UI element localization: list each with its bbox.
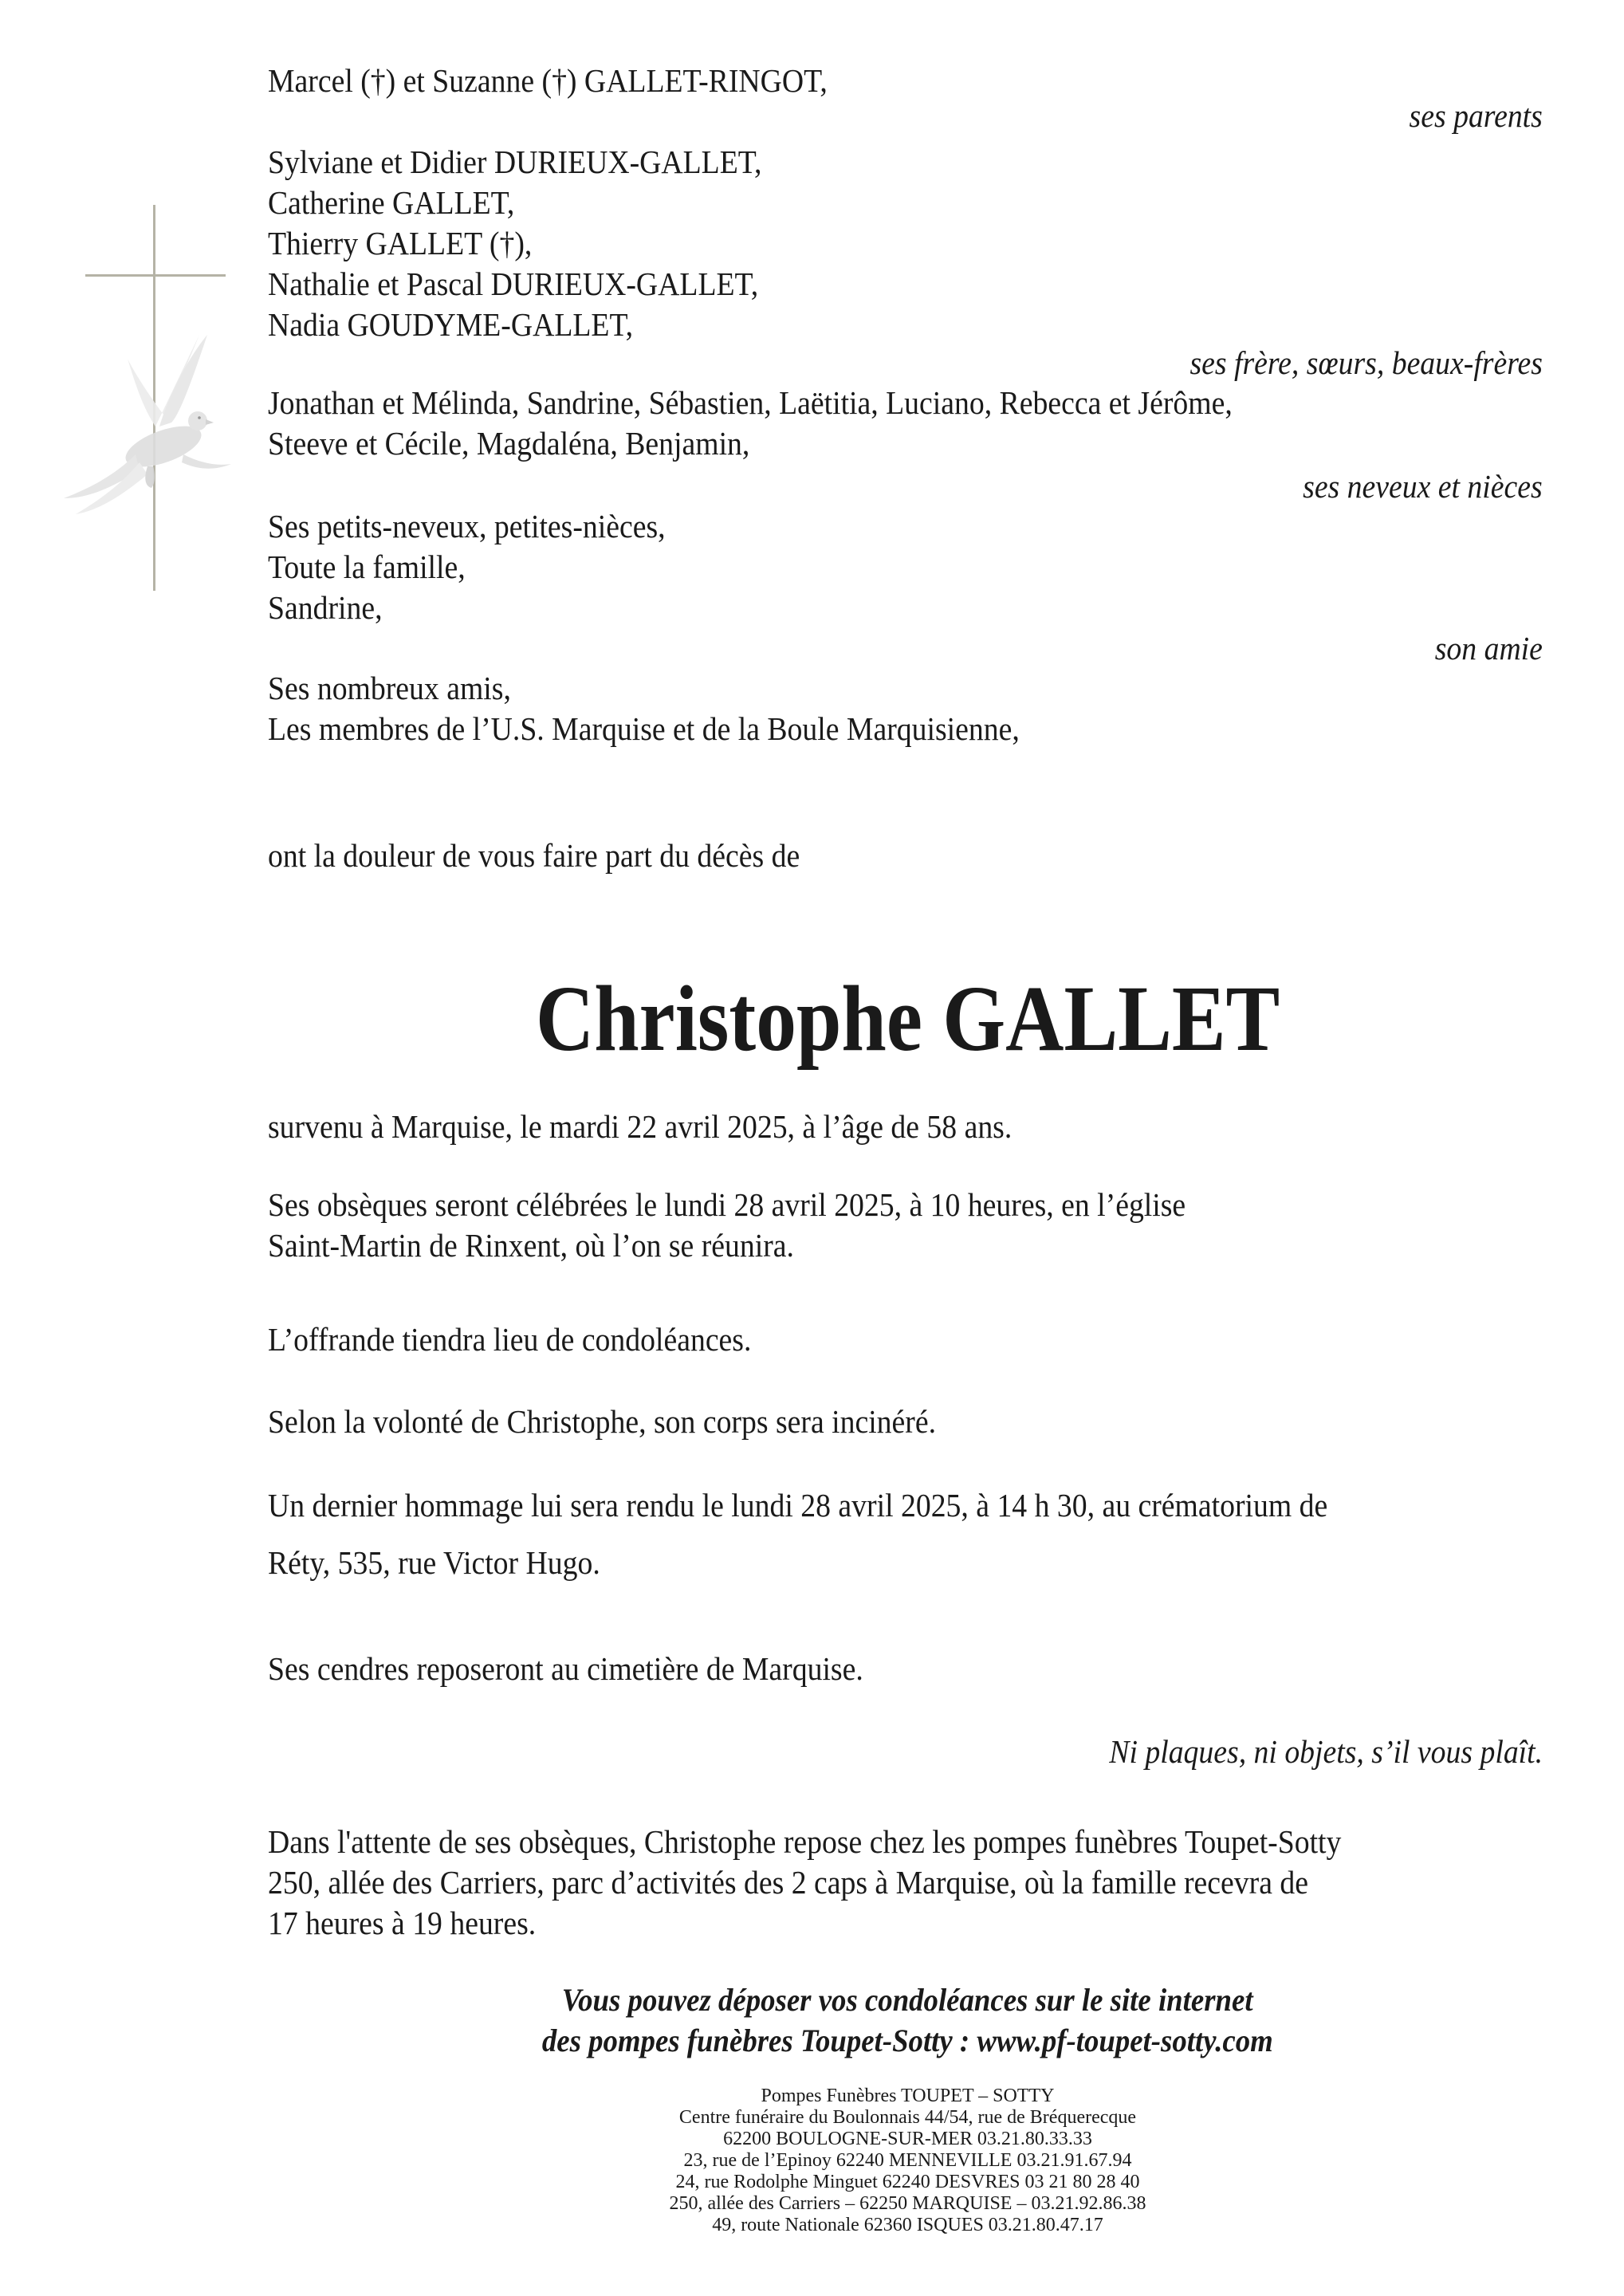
sibling-line: Nathalie et Pascal DURIEUX-GALLET,	[268, 265, 759, 302]
footer-line	[0, 2107, 1624, 2129]
cross-dove-decoration	[0, 0, 255, 622]
cremation-note: Selon la volonté de Christophe, son corps sera incinéré.	[268, 1403, 937, 1440]
cross-icon	[85, 205, 226, 591]
sibling-line: Catherine GALLET,	[268, 184, 515, 221]
footer-line	[0, 2193, 1624, 2215]
condolences-text: Vous pouvez déposer vos condoléances sur le site internet	[562, 1982, 1253, 2018]
resting-details: Dans l'attente de ses obsèques, Christophe repose chez les pompes funèbres Toupet-Sotty	[268, 1823, 1342, 1860]
tribute-details: Un dernier hommage lui sera rendu le lundi 28 avril 2025, à 14 h 30, au crématorium de	[268, 1487, 1328, 1523]
friends-line: Les membres de l’U.S. Marquise et de la Boule Marquisienne,	[268, 710, 1020, 747]
funeral-details: Ses obsèques seront célébrées le lundi 28 avril 2025, à 10 heures, en l’église	[268, 1186, 1186, 1223]
footer-line	[0, 2086, 1624, 2107]
footer-text: 62200 BOULOGNE-SUR-MER 03.21.80.33.33	[723, 2129, 1092, 2149]
nephew-line: Steeve et Cécile, Magdaléna, Benjamin,	[268, 425, 750, 462]
condolences-line[interactable]	[0, 2021, 1624, 2061]
footer-text: 250, allée des Carriers – 62250 MARQUISE – 03.21.92.86.38	[669, 2193, 1146, 2214]
condolences-website-link[interactable]: des pompes funèbres Toupet-Sotty : www.pf-toupet-sotty.com	[542, 2023, 1273, 2058]
footer-line	[0, 2150, 1624, 2172]
resting-details: 17 heures à 19 heures.	[268, 1905, 537, 1941]
sibling-line: Sylviane et Didier DURIEUX-GALLET,	[268, 144, 762, 180]
footer-line	[0, 2129, 1624, 2150]
nephew-line: Jonathan et Mélinda, Sandrine, Sébastien, Laëtitia, Luciano, Rebecca et Jérôme,	[268, 384, 1233, 421]
tribute-details: Réty, 535, rue Victor Hugo.	[268, 1544, 600, 1581]
friends-line: Ses nombreux amis,	[268, 670, 511, 706]
footer-text: 23, rue de l’Epinoy 62240 MENNEVILLE 03.21.91.67.94	[683, 2150, 1132, 2171]
deceased-name	[0, 963, 1624, 1075]
footer-line	[0, 2215, 1624, 2236]
extended-family-line: Ses petits-neveux, petites-nièces,	[268, 508, 666, 545]
parents-names: Marcel (†) et Suzanne (†) GALLET-RINGOT,	[268, 62, 828, 99]
sibling-line: Nadia GOUDYME-GALLET,	[268, 306, 634, 343]
footer-text: 24, rue Rodolphe Minguet 62240 DESVRES 03 21 80 28 40	[675, 2172, 1140, 2192]
funeral-details: Saint-Martin de Rinxent, où l’on se réunira.	[268, 1227, 794, 1264]
extended-family-line: Toute la famille,	[268, 548, 466, 585]
death-details: survenu à Marquise, le mardi 22 avril 2025, à l’âge de 58 ans.	[268, 1108, 1013, 1145]
parents-label: ses parents	[1409, 97, 1543, 134]
extended-family-line: Sandrine,	[268, 589, 383, 626]
dove-icon	[64, 335, 231, 514]
no-flowers-note: Ni plaques, ni objets, s’il vous plaît.	[1109, 1733, 1543, 1770]
offering-note: L’offrande tiendra lieu de condoléances.	[268, 1321, 752, 1358]
friend-label: son amie	[1434, 630, 1543, 666]
announcement: ont la douleur de vous faire part du décès de	[268, 837, 800, 874]
footer-text: 49, route Nationale 62360 ISQUES 03.21.80.47.17	[712, 2215, 1103, 2235]
footer-text: Centre funéraire du Boulonnais 44/54, rue de Bréquerecque	[678, 2107, 1137, 2128]
nephews-label: ses neveux et nièces	[1303, 468, 1543, 505]
resting-details: 250, allée des Carriers, parc d’activités des 2 caps à Marquise, où la famille recevra de	[268, 1864, 1308, 1901]
deceased-name-text: Christophe GALLET	[535, 966, 1280, 1071]
condolences-line	[0, 1980, 1624, 2020]
footer-text: Pompes Funèbres TOUPET – SOTTY	[761, 2086, 1055, 2106]
sibling-line: Thierry GALLET (†),	[268, 225, 533, 261]
ashes-note: Ses cendres reposeront au cimetière de Marquise.	[268, 1650, 863, 1687]
siblings-label: ses frère, sœurs, beaux-frères	[1189, 344, 1543, 381]
footer-line	[0, 2172, 1624, 2193]
